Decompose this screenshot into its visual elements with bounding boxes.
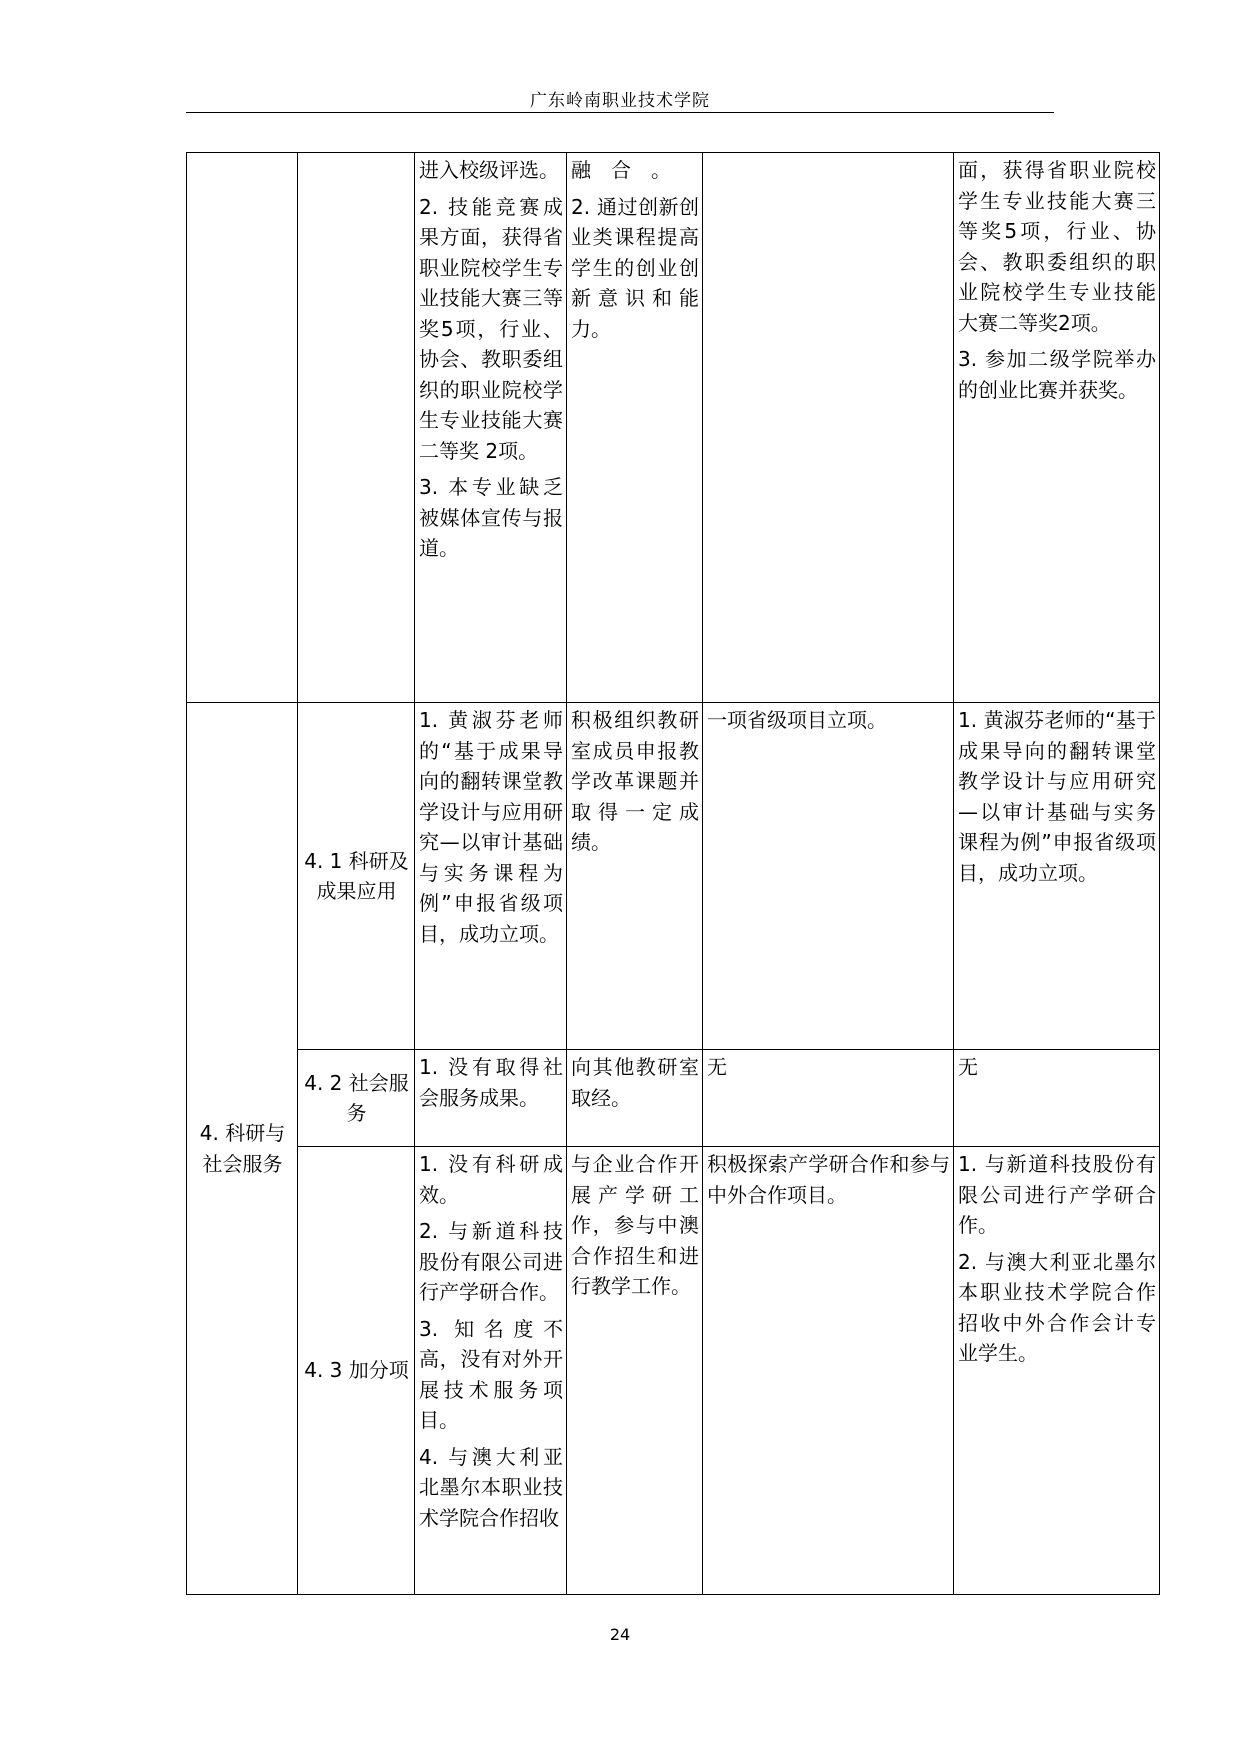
table-row-4-1 [187,703,1160,1050]
paragraph: 面，获得省职业院校学生专业技能大赛三等奖5项，行业、协会、教职委组织的职业院校学生专业技能大赛二等奖2项。 [958,158,1156,335]
result-cell [954,1147,1160,1595]
category-cell-empty [187,153,298,703]
subcategory-cell-empty [298,153,415,703]
paragraph: 2. 与澳大利亚北墨尔本职业技术学院合作招收中外合作会计专业学生。 [958,1249,1156,1365]
paragraph: 一项省级项目立项。 [707,708,887,732]
paragraph: 2. 通过创新创业类课程提高学生的创业创新意识和能力。 [571,194,699,341]
paragraph: 3. 参加二级学院举办的创业比赛并获奖。 [958,347,1156,402]
measure-cell [567,153,703,703]
goal-cell [703,153,954,703]
problem-cell [415,1147,567,1595]
paragraph: 融 合 。 [571,158,671,182]
paragraph: 积极探索产学研合作和参与中外合作项目。 [707,1152,950,1207]
category-cell: 4. 科研与社会服务 [187,703,298,1595]
paragraph: 与企业合作开展产学研工作，参与中澳合作招生和进行教学工作。 [571,1152,699,1298]
paragraph: 向其他教研室取经。 [571,1055,699,1110]
measure-cell [567,1147,703,1595]
result-cell [954,703,1160,1050]
subcategory-cell: 4. 3 加分项 [298,1147,415,1595]
subcategory-cell: 4. 1 科研及成果应用 [298,703,415,1050]
measure-cell [567,703,703,1050]
table-row-4-3 [187,1147,1160,1595]
problem-cell [415,1050,567,1147]
result-cell [954,153,1160,703]
document-header: 广东岭南职业技术学院 [530,91,710,111]
evaluation-table [186,152,1160,1595]
problem-cell [415,153,567,703]
result-cell [954,1050,1160,1147]
problem-cell [415,703,567,1050]
goal-cell [703,703,954,1050]
goal-cell [703,1147,954,1595]
paragraph: 1. 黄淑芬老师的“基于成果导向的翻转课堂教学设计与应用研究—以审计基础与实务课程为例”申报省级项目，成功立项。 [419,708,563,946]
header-rule [186,112,1054,113]
paragraph: 4. 与澳大利亚北墨尔本职业技术学院合作招收 [419,1444,563,1530]
table-row-4-2 [187,1050,1160,1147]
paragraph: 积极组织教研室成员申报教学改革课题并取得一定成绩。 [571,708,699,854]
paragraph: 2. 与新道科技股份有限公司进行产学研合作。 [419,1219,563,1304]
paragraph: 1. 没有科研成效。 [419,1152,563,1207]
paragraph: 2. 技能竞赛成果方面，获得省职业院校学生专业技能大赛三等奖5项，行业、协会、教职委组织的职业院校学生专业技能大赛二等奖 2项。 [419,194,563,463]
goal-cell [703,1050,954,1147]
measure-cell [567,1050,703,1147]
paragraph: 3. 知名度不高，没有对外开展技术服务项目。 [419,1316,563,1432]
page-number: 24 [609,1625,631,1644]
table-row-continued [187,153,1160,703]
subcategory-cell: 4. 2 社会服务 [298,1050,415,1147]
paragraph: 进入校级评选。 [419,158,559,182]
paragraph: 无 [707,1055,727,1079]
paragraph: 无 [958,1055,978,1079]
paragraph: 1. 与新道科技股份有限公司进行产学研合作。 [958,1152,1156,1237]
paragraph: 1. 没有取得社会服务成果。 [419,1055,563,1110]
paragraph: 1. 黄淑芬老师的“基于成果导向的翻转课堂教学设计与应用研究—以审计基础与实务课程为例”申报省级项目，成功立项。 [958,708,1156,885]
paragraph: 3. 本专业缺乏被媒体宣传与报道。 [419,475,563,560]
